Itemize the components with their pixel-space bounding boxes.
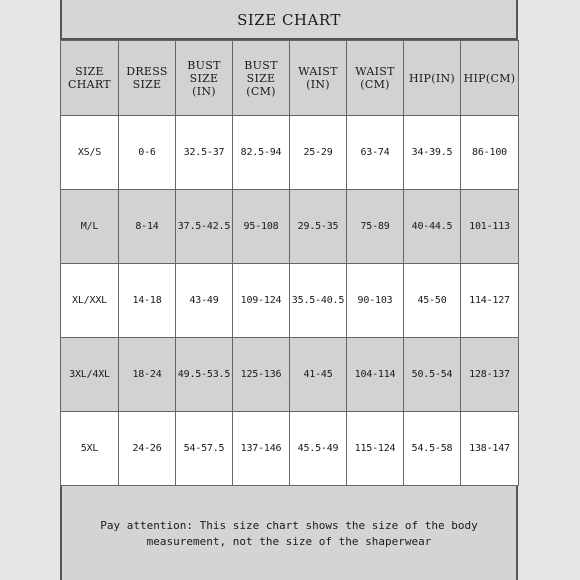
dress-size-cell: 14-18 — [119, 264, 176, 338]
size-cell: M/L — [61, 190, 119, 264]
table-row — [61, 190, 519, 264]
bust-in-cell: 37.5-42.5 — [176, 190, 233, 264]
bust-in-cell: 43-49 — [176, 264, 233, 338]
dress-size-cell: 18-24 — [119, 338, 176, 412]
hip-cm-cell: 101-113 — [461, 190, 519, 264]
hip-cm-cell: 114-127 — [461, 264, 519, 338]
waist-cm-cell: 115-124 — [347, 412, 404, 486]
table-row — [61, 412, 519, 486]
hip-in-cell: 50.5-54 — [404, 338, 461, 412]
bust-cm-cell: 82.5-94 — [233, 116, 290, 190]
hip-in-cell: 34-39.5 — [404, 116, 461, 190]
hip-in-cell: 54.5-58 — [404, 412, 461, 486]
waist-cm-cell: 104-114 — [347, 338, 404, 412]
waist-in-cell: 35.5-40.5 — [290, 264, 347, 338]
header-dress-size: DRESS SIZE — [119, 41, 176, 116]
measurement-note — [62, 487, 516, 580]
waist-in-cell: 29.5-35 — [290, 190, 347, 264]
waist-cm-cell: 75-89 — [347, 190, 404, 264]
bust-in-cell: 32.5-37 — [176, 116, 233, 190]
bust-cm-cell: 125-136 — [233, 338, 290, 412]
waist-cm-cell: 90-103 — [347, 264, 404, 338]
note-line-1: Pay attention: This size chart shows the size of the body — [100, 518, 478, 532]
bust-cm-cell: 109-124 — [233, 264, 290, 338]
header-bust-in: BUST SIZE (IN) — [176, 41, 233, 116]
dress-size-cell: 8-14 — [119, 190, 176, 264]
size-table — [60, 40, 519, 486]
bust-in-cell: 49.5-53.5 — [176, 338, 233, 412]
size-cell: 3XL/4XL — [61, 338, 119, 412]
hip-cm-cell: 128-137 — [461, 338, 519, 412]
bust-cm-cell: 137-146 — [233, 412, 290, 486]
waist-in-cell: 25-29 — [290, 116, 347, 190]
hip-cm-cell: 138-147 — [461, 412, 519, 486]
hip-in-cell: 45-50 — [404, 264, 461, 338]
waist-cm-cell: 63-74 — [347, 116, 404, 190]
note-text — [69, 518, 509, 550]
header-waist-in: WAIST (IN) — [290, 41, 347, 116]
table-row — [61, 338, 519, 412]
header-hip-in: HIP(IN) — [404, 41, 461, 116]
header-hip-cm: HIP(CM) — [461, 41, 519, 116]
header-bust-cm: BUST SIZE (CM) — [233, 41, 290, 116]
bust-cm-cell: 95-108 — [233, 190, 290, 264]
size-cell: XL/XXL — [61, 264, 119, 338]
size-cell: 5XL — [61, 412, 119, 486]
bust-in-cell: 54-57.5 — [176, 412, 233, 486]
header-row — [61, 41, 519, 116]
hip-in-cell: 40-44.5 — [404, 190, 461, 264]
dress-size-cell: 0-6 — [119, 116, 176, 190]
header-waist-cm: WAIST (CM) — [347, 41, 404, 116]
waist-in-cell: 45.5-49 — [290, 412, 347, 486]
size-chart-sheet — [60, 0, 518, 580]
left-background-strip — [0, 0, 60, 580]
hip-cm-cell: 86-100 — [461, 116, 519, 190]
note-line-2: measurement, not the size of the shaperwear — [146, 534, 432, 548]
size-cell: XS/S — [61, 116, 119, 190]
table-row — [61, 264, 519, 338]
right-background-strip — [518, 0, 580, 580]
header-size-chart: SIZE CHART — [61, 41, 119, 116]
dress-size-cell: 24-26 — [119, 412, 176, 486]
table-row — [61, 116, 519, 190]
waist-in-cell: 41-45 — [290, 338, 347, 412]
chart-title: SIZE CHART — [62, 0, 516, 40]
